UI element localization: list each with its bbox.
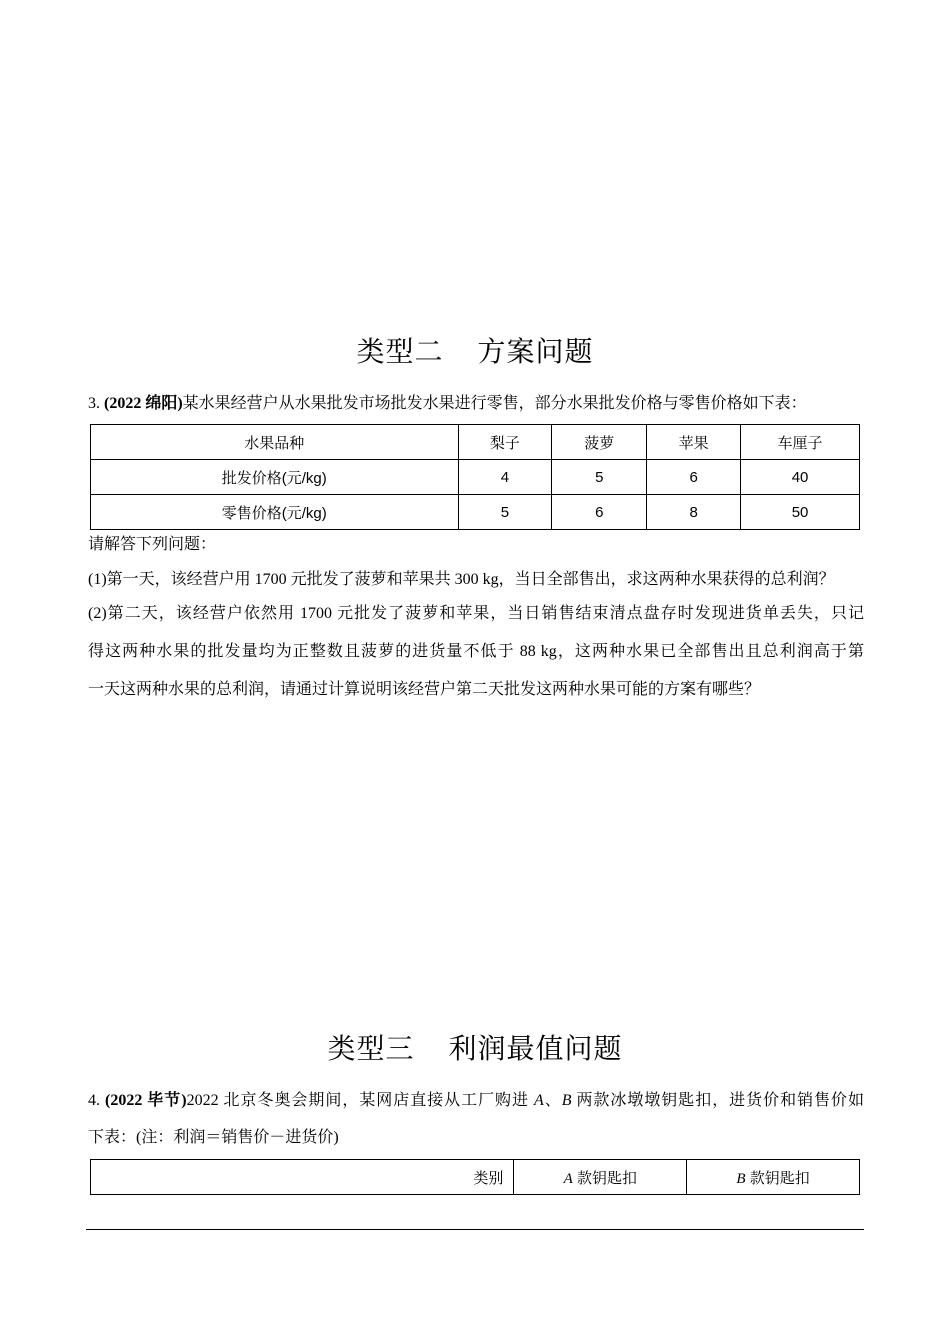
q3-number: 3. xyxy=(88,395,104,412)
q3-part2-line1: (2)第二天，该经营户依然用 1700 元批发了菠萝和苹果，当日销售结束清点盘存时发现进货单丢失，只记 xyxy=(88,605,864,622)
heading-label: 类型二 xyxy=(356,335,444,368)
keychain-price-table xyxy=(90,1159,860,1195)
table-cell: 批发价格(元/kg) xyxy=(91,460,459,495)
q3-part1: (1)第一天，该经营户用 1700 元批发了菠萝和苹果共 300 kg，当日全部售出，求这两种水果获得的总利润？ xyxy=(88,571,835,588)
table-header-row xyxy=(91,425,860,460)
table-cell xyxy=(687,1160,860,1195)
table-cell: 零售价格(元/kg) xyxy=(91,495,459,530)
fruit-price-table xyxy=(90,424,860,530)
heading-title: 利润最值问题 xyxy=(448,1032,623,1065)
table-cell: 6 xyxy=(552,495,647,530)
q4-text: 两款冰墩墩钥匙扣，进货价和销售价如 xyxy=(571,1092,864,1109)
table-cell xyxy=(514,1160,687,1195)
table-cell: 4 xyxy=(458,460,552,495)
table-cell: 5 xyxy=(458,495,552,530)
q3-stem-text: 某水果经营户从水果批发市场批发水果进行零售，部分水果批发价格与零售价格如下表： xyxy=(182,395,807,412)
table-cell: 类别 xyxy=(91,1160,514,1195)
page-footer-rule xyxy=(86,1229,864,1230)
table-cell-text: 款钥匙扣 xyxy=(745,1169,810,1187)
q4-var-a: A xyxy=(533,1092,544,1109)
q4-source: (2022 毕节) xyxy=(104,1092,187,1109)
table-cell: 菠萝 xyxy=(552,425,647,460)
q4-stem-line2: 下表：(注：利润＝销售价－进货价) xyxy=(88,1129,339,1146)
q4-number: 4. xyxy=(88,1092,105,1109)
q3-part2-line3: 一天这两种水果的总利润，请通过计算说明该经营户第二天批发这两种水果可能的方案有哪些？ xyxy=(88,681,761,698)
table-cell: 车厘子 xyxy=(741,425,860,460)
table-cell: 5 xyxy=(552,460,647,495)
table-cell: 梨子 xyxy=(458,425,552,460)
section-heading-3 xyxy=(0,1027,950,1067)
section-heading-2 xyxy=(0,330,950,370)
table-var-b: B xyxy=(736,1170,746,1187)
table-cell: 8 xyxy=(647,495,741,530)
table-cell: 40 xyxy=(741,460,860,495)
table-cell: 苹果 xyxy=(647,425,741,460)
table-cell: 6 xyxy=(647,460,741,495)
q4-stem-line1 xyxy=(88,1091,864,1111)
table-row xyxy=(91,460,860,495)
table-header-row xyxy=(91,1160,860,1195)
table-cell: 水果品种 xyxy=(91,425,459,460)
heading-label: 类型三 xyxy=(327,1032,415,1065)
q3-part2-line2: 得这两种水果的批发量均为正整数且菠萝的进货量不低于 88 kg，这两种水果已全部售出且总利润高于第 xyxy=(88,643,864,660)
q3-prompt: 请解答下列问题： xyxy=(88,536,217,553)
q3-stem xyxy=(88,394,864,414)
heading-title: 方案问题 xyxy=(477,335,594,368)
q4-sep: 、 xyxy=(543,1092,562,1109)
table-row xyxy=(91,495,860,530)
q4-var-b: B xyxy=(561,1092,572,1109)
table-var-a: A xyxy=(563,1170,573,1187)
table-cell-text: 款钥匙扣 xyxy=(572,1169,637,1187)
table-cell: 50 xyxy=(741,495,860,530)
q4-text: 2022 北京冬奥会期间，某网店直接从工厂购进 xyxy=(186,1092,534,1109)
q3-source: (2022 绵阳) xyxy=(104,395,183,412)
